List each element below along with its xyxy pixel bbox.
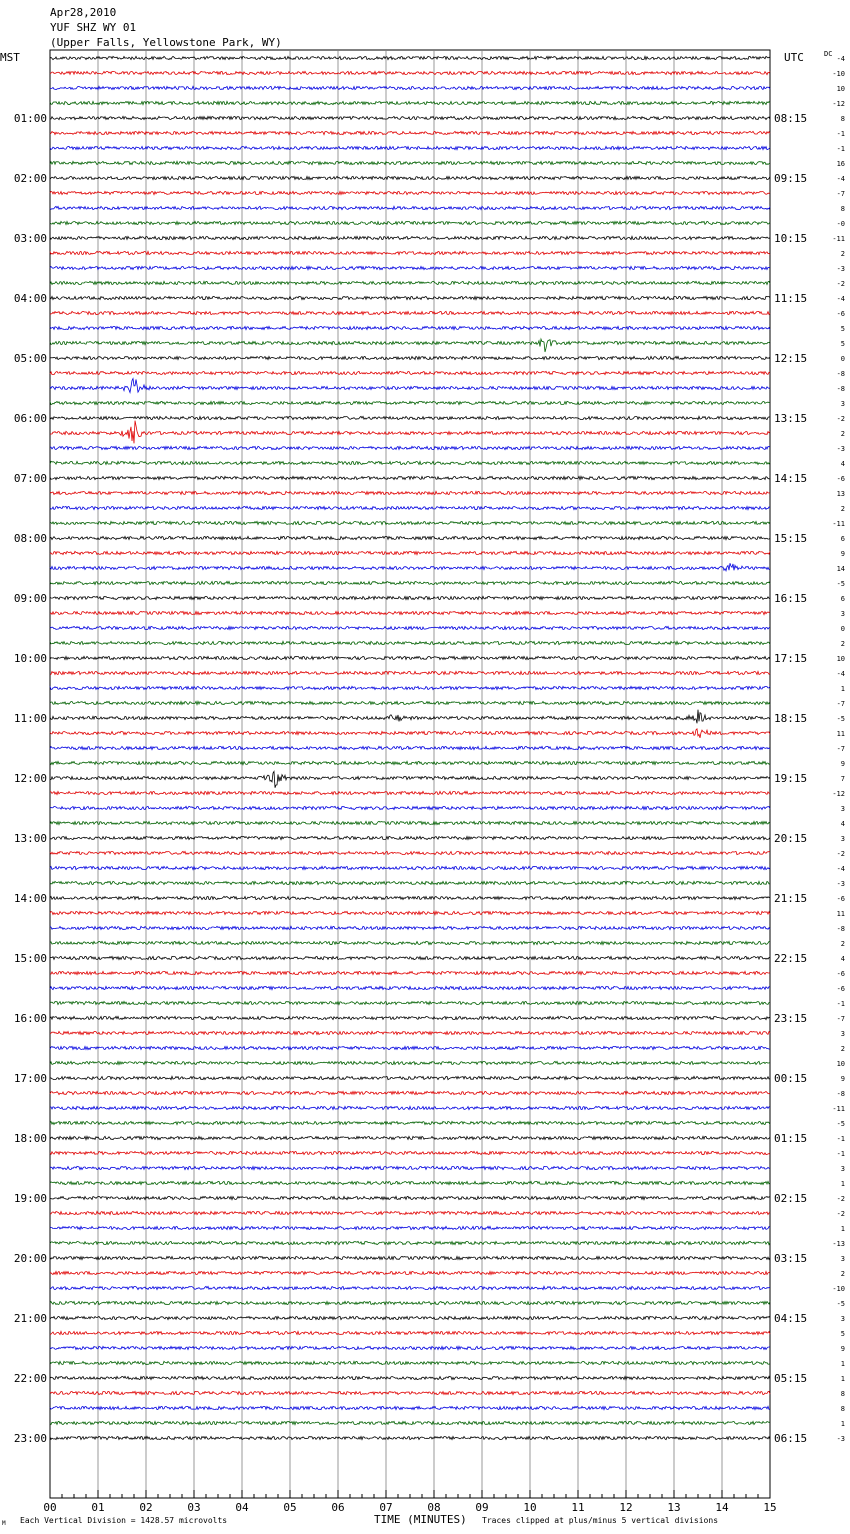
- dc-offset-label: -5: [836, 715, 845, 723]
- trace-line: [50, 1436, 770, 1439]
- dc-offset-label: -8: [836, 925, 845, 933]
- trace-line: [50, 866, 770, 869]
- trace-line: [50, 701, 770, 704]
- trace-line: [50, 671, 770, 674]
- local-hour-label: 01:00: [13, 112, 47, 125]
- dc-offset-label: 11: [836, 730, 845, 738]
- local-hour-label: 23:00: [13, 1432, 47, 1445]
- trace-line: [50, 1316, 770, 1319]
- dc-offset-label: 9: [840, 550, 845, 558]
- trace-line: [50, 926, 770, 929]
- trace-line: [50, 1226, 770, 1229]
- dc-offset-label: 2: [840, 940, 845, 948]
- dc-offset-label: 1: [840, 1360, 845, 1368]
- dc-offset-label: 2: [840, 430, 845, 438]
- local-hour-label: 15:00: [13, 952, 47, 965]
- right-zone-label: UTC: [784, 51, 804, 64]
- utc-hour-label: 05:15: [774, 1372, 808, 1385]
- trace-line: [50, 339, 770, 352]
- utc-hour-label: 22:15: [774, 952, 808, 965]
- trace-line: [50, 1091, 770, 1094]
- x-axis: [43, 1490, 776, 1514]
- dc-offset-label: -1: [836, 1000, 845, 1008]
- local-hour-label: 07:00: [13, 472, 47, 485]
- x-tick-label: 08: [427, 1501, 441, 1514]
- x-tick-label: 09: [475, 1501, 489, 1514]
- trace-line: [50, 1421, 770, 1424]
- dc-offset-label: -10: [832, 70, 845, 78]
- trace-line: [50, 236, 770, 239]
- trace-line: [50, 101, 770, 104]
- trace-line: [50, 1286, 770, 1289]
- trace-line: [50, 581, 770, 584]
- local-hour-label: 06:00: [13, 412, 47, 425]
- local-hour-label: 11:00: [13, 712, 47, 725]
- utc-hour-label: 17:15: [774, 652, 808, 665]
- dc-offset-label: 6: [840, 595, 845, 603]
- scale-note: Each Vertical Division = 1428.57 microvolts: [20, 1516, 228, 1525]
- utc-hour-label: 10:15: [774, 232, 808, 245]
- dc-offset-label: 2: [840, 1270, 845, 1278]
- x-tick-label: 07: [379, 1501, 393, 1514]
- dc-offset-label: -10: [832, 1285, 845, 1293]
- trace-line: [50, 806, 770, 809]
- dc-offset-label: -6: [836, 985, 845, 993]
- local-hour-label: 22:00: [13, 1372, 47, 1385]
- trace-line: [50, 656, 770, 659]
- utc-hour-label: 08:15: [774, 112, 808, 125]
- x-tick-label: 00: [43, 1501, 57, 1514]
- x-tick-label: 15: [763, 1501, 777, 1514]
- dc-offset-label: -5: [836, 580, 845, 588]
- trace-line: [50, 416, 770, 419]
- dc-offset-label: -3: [836, 1435, 845, 1443]
- utc-hour-label: 01:15: [774, 1132, 808, 1145]
- dc-offset-label: -7: [836, 190, 845, 198]
- left-zone-label: MST: [0, 51, 20, 64]
- utc-hour-labels: [774, 112, 807, 1445]
- x-tick-label: 03: [187, 1501, 201, 1514]
- local-hour-label: 10:00: [13, 652, 47, 665]
- dc-offset-label: 8: [840, 1390, 845, 1398]
- local-hour-label: 08:00: [13, 532, 47, 545]
- utc-hour-label: 12:15: [774, 352, 808, 365]
- dc-offset-label: -4: [836, 175, 845, 183]
- dc-offset-label: -2: [836, 1210, 845, 1218]
- trace-line: [50, 1181, 770, 1184]
- x-tick-label: 11: [571, 1501, 585, 1514]
- trace-line: [50, 1211, 770, 1214]
- trace-line: [50, 956, 770, 959]
- utc-hour-label: 06:15: [774, 1432, 808, 1445]
- dc-offset-label: -1: [836, 1135, 845, 1143]
- trace-line: [50, 1361, 770, 1364]
- trace-line: [50, 379, 770, 393]
- dc-offset-labels: [832, 55, 845, 1443]
- trace-line: [50, 461, 770, 464]
- trace-line: [50, 1271, 770, 1274]
- trace-line: [50, 71, 770, 74]
- dc-offset-label: 1: [840, 1375, 845, 1383]
- trace-line: [50, 221, 770, 224]
- dc-offset-label: -12: [832, 100, 845, 108]
- dc-offset-label: -3: [836, 445, 845, 453]
- trace-line: [50, 251, 770, 254]
- trace-line: [50, 611, 770, 614]
- trace-line: [50, 326, 770, 329]
- utc-hour-label: 00:15: [774, 1072, 808, 1085]
- dc-offset-label: -6: [836, 310, 845, 318]
- trace-line: [50, 729, 770, 738]
- trace-line: [50, 881, 770, 884]
- trace-line: [50, 476, 770, 479]
- dc-offset-label: 2: [840, 250, 845, 258]
- utc-hour-label: 19:15: [774, 772, 808, 785]
- trace-line: [50, 1106, 770, 1109]
- trace-line: [50, 626, 770, 629]
- dc-offset-label: 13: [836, 490, 845, 498]
- local-hour-label: 03:00: [13, 232, 47, 245]
- x-tick-label: 04: [235, 1501, 249, 1514]
- dc-offset-label: -12: [832, 790, 845, 798]
- trace-line: [50, 521, 770, 524]
- trace-line: [50, 1391, 770, 1394]
- dc-offset-label: -4: [836, 55, 845, 63]
- trace-line: [50, 176, 770, 179]
- dc-offset-label: 4: [840, 820, 845, 828]
- dc-offset-label: 4: [840, 460, 845, 468]
- trace-line: [50, 371, 770, 374]
- trace-line: [50, 851, 770, 854]
- x-tick-label: 06: [331, 1501, 345, 1514]
- dc-offset-label: 10: [836, 655, 845, 663]
- dc-offset-label: 8: [840, 205, 845, 213]
- dc-offset-label: -8: [836, 385, 845, 393]
- local-hour-labels: [14, 112, 47, 1445]
- dc-offset-label: 1: [840, 685, 845, 693]
- trace-line: [50, 596, 770, 599]
- utc-hour-label: 03:15: [774, 1252, 808, 1265]
- trace-line: [50, 896, 770, 899]
- trace-line: [50, 1376, 770, 1379]
- dc-offset-label: -1: [836, 1150, 845, 1158]
- x-tick-label: 13: [667, 1501, 681, 1514]
- dc-offset-label: -11: [832, 1105, 845, 1113]
- dc-offset-label: 5: [840, 340, 845, 348]
- dc-offset-label: -1: [836, 145, 845, 153]
- trace-line: [50, 421, 770, 444]
- utc-hour-label: 14:15: [774, 472, 808, 485]
- utc-hour-label: 09:15: [774, 172, 808, 185]
- trace-line: [50, 296, 770, 299]
- dc-offset-label: 1: [840, 1225, 845, 1233]
- trace-line: [50, 266, 770, 269]
- trace-line: [50, 1136, 770, 1139]
- trace-line: [50, 551, 770, 554]
- trace-line: [50, 1151, 770, 1154]
- dc-offset-label: -5: [836, 1300, 845, 1308]
- trace-line: [50, 356, 770, 359]
- dc-offset-label: 9: [840, 760, 845, 768]
- trace-line: [50, 791, 770, 794]
- header-date: Apr28,2010: [50, 6, 117, 19]
- local-hour-label: 21:00: [13, 1312, 47, 1325]
- dc-offset-label: 3: [840, 1165, 845, 1173]
- trace-line: [50, 911, 770, 914]
- local-hour-label: 04:00: [13, 292, 47, 305]
- trace-line: [50, 1256, 770, 1259]
- dc-offset-label: 8: [840, 1405, 845, 1413]
- plot-frame: [50, 50, 770, 1498]
- trace-line: [50, 836, 770, 839]
- trace-line: [50, 710, 770, 724]
- trace-line: [50, 1166, 770, 1169]
- local-hour-label: 12:00: [13, 772, 47, 785]
- utc-hour-label: 16:15: [774, 592, 808, 605]
- trace-line: [50, 986, 770, 989]
- local-hour-label: 02:00: [13, 172, 47, 185]
- dc-offset-label: -0: [836, 220, 845, 228]
- dc-offset-label: -3: [836, 265, 845, 273]
- dc-offset-label: 1: [840, 1180, 845, 1188]
- dc-offset-label: -11: [832, 520, 845, 528]
- trace-line: [50, 206, 770, 209]
- dc-offset-label: -5: [836, 1120, 845, 1128]
- dc-offset-label: 3: [840, 1315, 845, 1323]
- trace-line: [50, 281, 770, 284]
- trace-line: [50, 1031, 770, 1034]
- dc-offset-label: -4: [836, 295, 845, 303]
- trace-line: [50, 641, 770, 644]
- header-location: (Upper Falls, Yellowstone Park, WY): [50, 36, 282, 49]
- dc-offset-label: -2: [836, 415, 845, 423]
- dc-offset-label: 6: [840, 535, 845, 543]
- trace-line: [50, 686, 770, 689]
- corner-mark: M: [2, 1520, 6, 1527]
- minute-grid: [50, 50, 770, 1498]
- dc-offset-label: 2: [840, 640, 845, 648]
- local-hour-label: 09:00: [13, 592, 47, 605]
- dc-offset-label: -4: [836, 670, 845, 678]
- trace-line: [50, 506, 770, 509]
- trace-line: [50, 1001, 770, 1004]
- x-tick-label: 02: [139, 1501, 153, 1514]
- dc-offset-label: -3: [836, 880, 845, 888]
- trace-line: [50, 491, 770, 494]
- utc-hour-label: 04:15: [774, 1312, 808, 1325]
- utc-hour-label: 15:15: [774, 532, 808, 545]
- trace-line: [50, 1076, 770, 1079]
- local-hour-label: 19:00: [13, 1192, 47, 1205]
- trace-line: [50, 56, 770, 59]
- dc-offset-label: -4: [836, 865, 845, 873]
- trace-line: [50, 1196, 770, 1199]
- trace-line: [50, 86, 770, 89]
- dc-offset-label: -2: [836, 280, 845, 288]
- dc-offset-label: -1: [836, 130, 845, 138]
- dc-offset-label: 3: [840, 1255, 845, 1263]
- trace-line: [50, 563, 770, 571]
- local-hour-label: 20:00: [13, 1252, 47, 1265]
- trace-line: [50, 191, 770, 194]
- dc-offset-label: 7: [840, 775, 845, 783]
- dc-offset-label: -6: [836, 970, 845, 978]
- dc-offset-label: 10: [836, 1060, 845, 1068]
- dc-offset-label: 1: [840, 1420, 845, 1428]
- x-axis-title: TIME (MINUTES): [374, 1513, 467, 1526]
- trace-line: [50, 1046, 770, 1049]
- local-hour-label: 13:00: [13, 832, 47, 845]
- trace-line: [50, 1331, 770, 1334]
- trace-line: [50, 146, 770, 149]
- dc-offset-label: 14: [836, 565, 845, 573]
- trace-line: [50, 1016, 770, 1019]
- dc-offset-label: -11: [832, 235, 845, 243]
- utc-hour-label: 02:15: [774, 1192, 808, 1205]
- trace-line: [50, 941, 770, 944]
- local-hour-label: 16:00: [13, 1012, 47, 1025]
- trace-line: [50, 161, 770, 164]
- trace-line: [50, 1301, 770, 1304]
- clip-note: Traces clipped at plus/minus 5 vertical divisions: [482, 1516, 719, 1525]
- dc-offset-label: -2: [836, 850, 845, 858]
- dc-offset-label: -7: [836, 745, 845, 753]
- dc-offset-label: 3: [840, 835, 845, 843]
- dc-offset-label: 0: [840, 355, 845, 363]
- dc-offset-label: 2: [840, 1045, 845, 1053]
- dc-offset-label: 5: [840, 325, 845, 333]
- x-tick-label: 14: [715, 1501, 729, 1514]
- utc-hour-label: 20:15: [774, 832, 808, 845]
- trace-line: [50, 1406, 770, 1409]
- dc-offset-label: -6: [836, 475, 845, 483]
- trace-line: [50, 446, 770, 449]
- trace-line: [50, 131, 770, 134]
- trace-line: [50, 116, 770, 119]
- seismic-traces: [50, 56, 770, 1439]
- utc-hour-label: 11:15: [774, 292, 808, 305]
- dc-offset-label: 10: [836, 85, 845, 93]
- dc-offset-label: 16: [836, 160, 845, 168]
- dc-offset-label: 2: [840, 505, 845, 513]
- dc-offset-label: -13: [832, 1240, 845, 1248]
- dc-offset-label: 9: [840, 1345, 845, 1353]
- trace-line: [50, 401, 770, 404]
- x-tick-label: 10: [523, 1501, 537, 1514]
- utc-hour-label: 23:15: [774, 1012, 808, 1025]
- header-station: YUF SHZ WY 01: [50, 21, 137, 34]
- trace-line: [50, 971, 770, 974]
- dc-offset-label: 0: [840, 625, 845, 633]
- trace-line: [50, 1121, 770, 1124]
- dc-offset-label: -8: [836, 370, 845, 378]
- x-tick-label: 12: [619, 1501, 633, 1514]
- utc-hour-label: 21:15: [774, 892, 808, 905]
- local-hour-label: 17:00: [13, 1072, 47, 1085]
- trace-line: [50, 746, 770, 749]
- dc-offset-label: -7: [836, 700, 845, 708]
- dc-offset-label: 4: [840, 955, 845, 963]
- local-hour-label: 18:00: [13, 1132, 47, 1145]
- utc-hour-label: 18:15: [774, 712, 808, 725]
- dc-offset-label: 8: [840, 115, 845, 123]
- trace-line: [50, 311, 770, 314]
- trace-line: [50, 1346, 770, 1349]
- x-tick-label: 05: [283, 1501, 297, 1514]
- dc-offset-label: -7: [836, 1015, 845, 1023]
- dc-offset-label: 3: [840, 1030, 845, 1038]
- local-hour-label: 14:00: [13, 892, 47, 905]
- trace-line: [50, 821, 770, 824]
- trace-line: [50, 1241, 770, 1244]
- x-tick-label: 01: [91, 1501, 105, 1514]
- dc-offset-label: -6: [836, 895, 845, 903]
- utc-hour-label: 13:15: [774, 412, 808, 425]
- dc-offset-label: 3: [840, 610, 845, 618]
- trace-line: [50, 1061, 770, 1064]
- dc-offset-label: 5: [840, 1330, 845, 1338]
- trace-line: [50, 761, 770, 764]
- trace-line: [50, 771, 770, 787]
- dc-offset-label: 9: [840, 1075, 845, 1083]
- trace-line: [50, 536, 770, 539]
- dc-offset-label: -8: [836, 1090, 845, 1098]
- dc-offset-label: 3: [840, 400, 845, 408]
- dc-offset-label: 3: [840, 805, 845, 813]
- local-hour-label: 05:00: [13, 352, 47, 365]
- dc-offset-label: -2: [836, 1195, 845, 1203]
- dc-offset-label: 11: [836, 910, 845, 918]
- dc-label: DC: [824, 50, 833, 58]
